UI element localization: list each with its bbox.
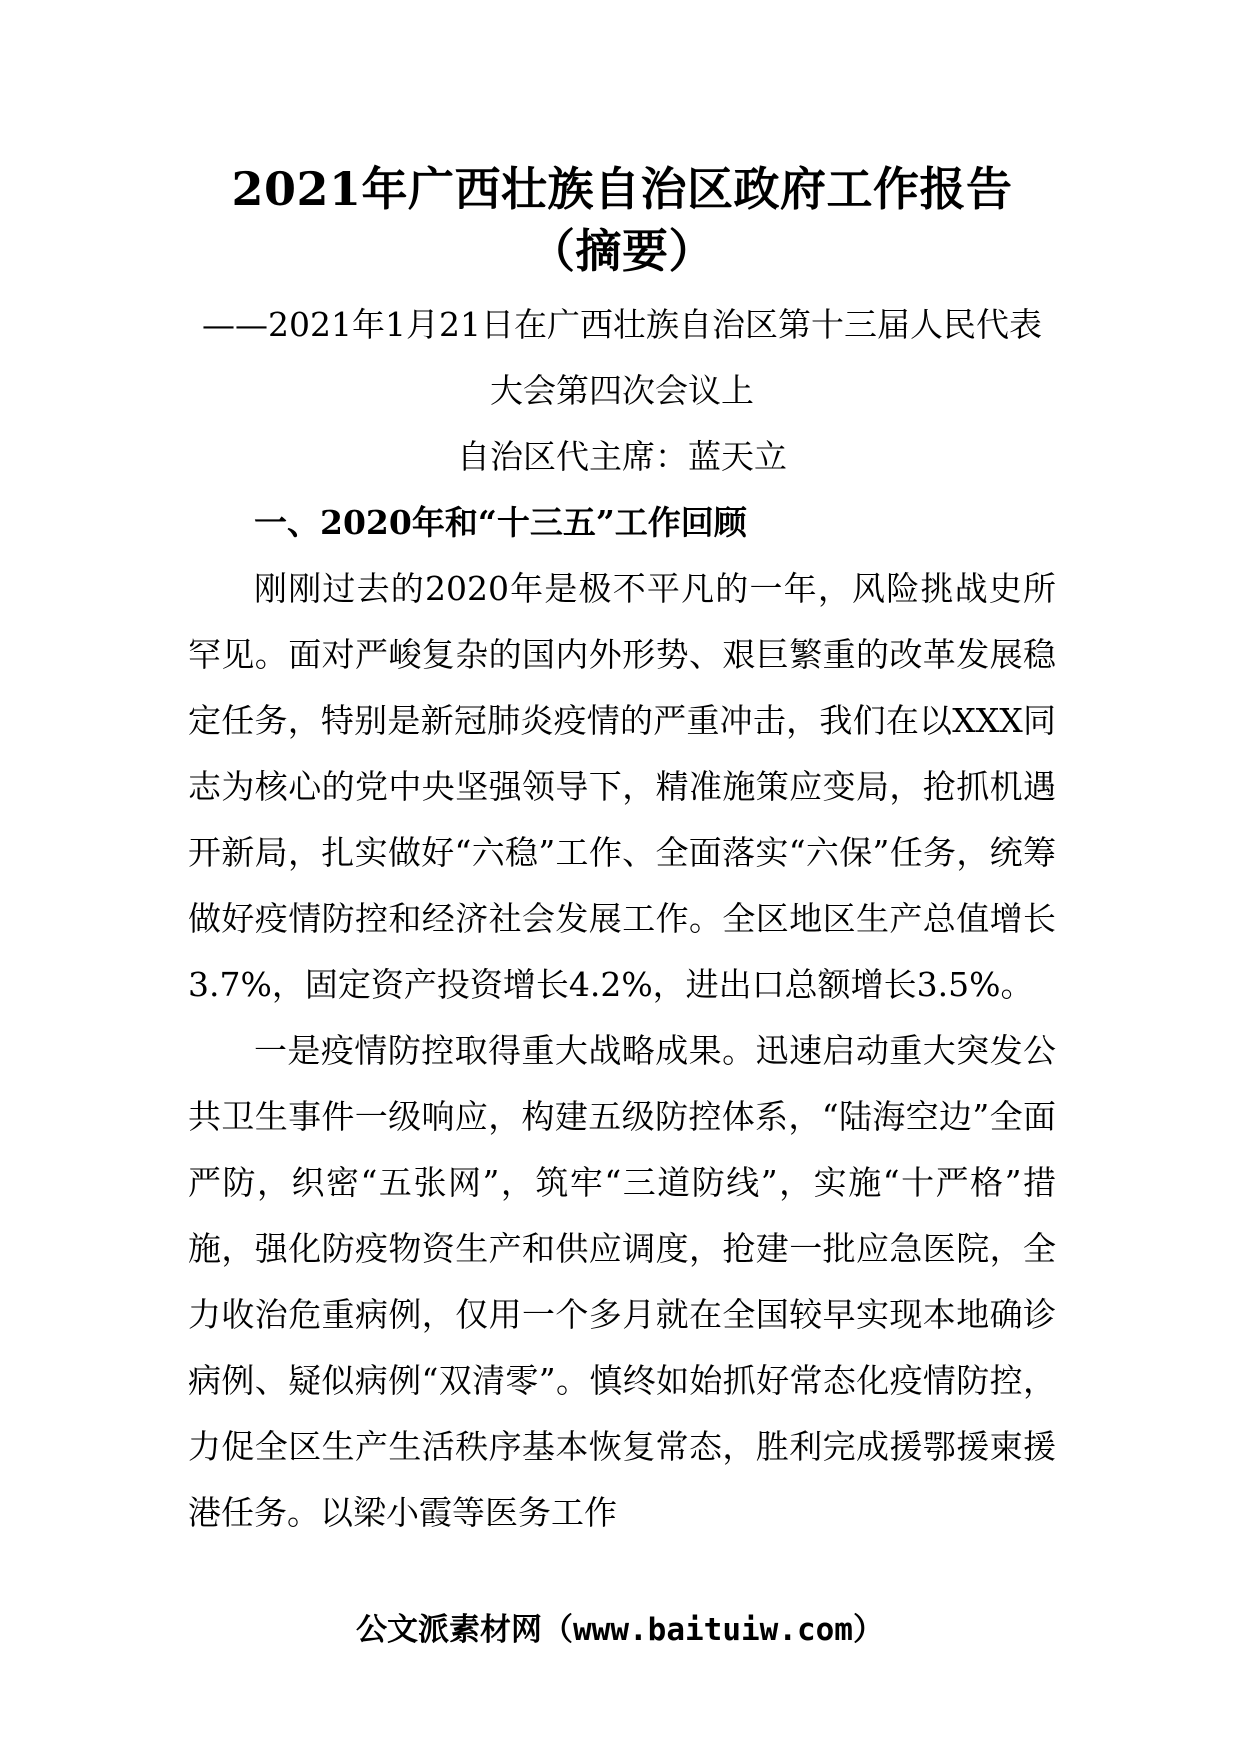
footer-url: www.baituiw.com	[573, 1612, 853, 1648]
paragraph-2: 一是疫情防控取得重大战略成果。迅速启动重大突发公共卫生事件一级响应，构建五级防控体系，“陆海空边”全面严防，织密“五张网”，筑牢“三道防线”，实施“十严格”措施，强化防疫物资生产和供应调度，抢建一批应急医院，全力收治危重病例，仅用一个多月就在全国较早实现本地确诊病例、疑似病例“双清零”。慎终如始抓好常态化疫情防控，力促全区生产生活秩序基本恢复常态，胜利完成援鄂援柬援港任务。以梁小霞等医务工作	[188, 1031, 1056, 1532]
document-body	[188, 158, 1056, 1546]
footer-source	[0, 1608, 1240, 1652]
footer-suffix: ）	[852, 1612, 884, 1648]
section-heading: 一、2020年和“十三五”工作回顾	[254, 503, 747, 542]
footer-prefix: 公文派素材网（	[356, 1612, 574, 1648]
document-title: 2021年广西壮族自治区政府工作报告（摘要）	[231, 162, 1013, 278]
document-subtitle: ——2021年1月21日在广西壮族自治区第十三届人民代表大会第四次会议上	[202, 305, 1042, 410]
paragraph-1: 刚刚过去的2020年是极不平凡的一年，风险挑战史所罕见。面对严峻复杂的国内外形势、艰巨繁重的改革发展稳定任务，特别是新冠肺炎疫情的严重冲击，我们在以XXX同志为核心的党中央坚强领导下，精准施策应变局，抢抓机遇开新局，扎实做好“六稳”工作、全面落实“六保”任务，统筹做好疫情防控和经济社会发展工作。全区地区生产总值增长3.7%，固定资产投资增长4.2%，进出口总额增长3.5%。	[188, 569, 1056, 1004]
document-author: 自治区代主席：蓝天立	[457, 437, 787, 476]
